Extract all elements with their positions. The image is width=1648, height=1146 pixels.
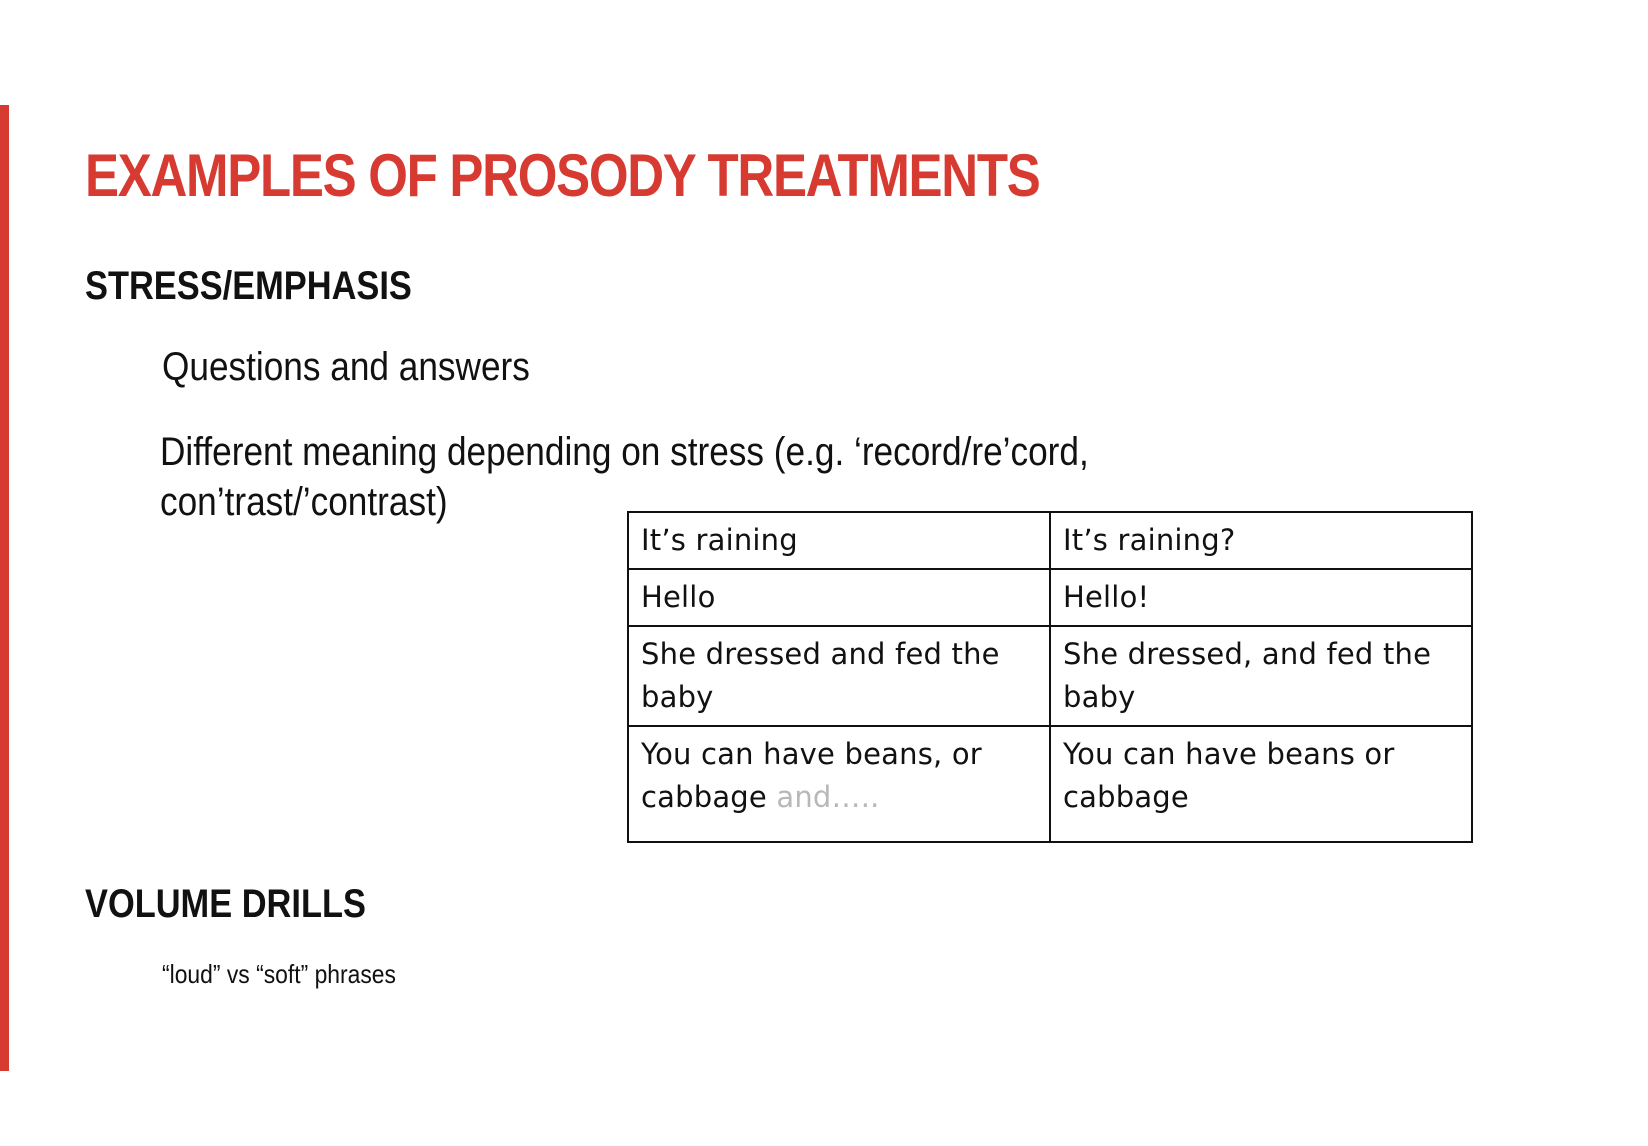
table-cell: She dressed, and fed the baby [1050, 626, 1472, 726]
table-cell: Hello! [1050, 569, 1472, 626]
table-cell: You can have beans or cabbage [1050, 726, 1472, 842]
table-cell [628, 726, 1050, 842]
bullet-loud-vs-soft: “loud” vs “soft” phrases [162, 959, 396, 989]
bullet-questions-and-answers: Questions and answers [162, 345, 530, 389]
table-cell: It’s raining [628, 512, 1050, 569]
table-row [628, 569, 1472, 626]
table-row [628, 512, 1472, 569]
table-cell: Hello [628, 569, 1050, 626]
table-cell: She dressed and fed the baby [628, 626, 1050, 726]
table-row [628, 726, 1472, 842]
examples-table [627, 511, 1473, 843]
section-heading-volume-drills: VOLUME DRILLS [85, 882, 366, 926]
bullet-different-meaning: Different meaning depending on stress (e.g. ‘record/re’cord, con’trast/’contrast) [160, 430, 1089, 524]
section-heading-stress-emphasis: STRESS/EMPHASIS [85, 264, 412, 308]
table-cell: It’s raining? [1050, 512, 1472, 569]
accent-bar [0, 105, 9, 1071]
table-row [628, 626, 1472, 726]
faded-continuation-text: and….. [766, 780, 880, 814]
table-cell-text: You can have beans, or cabbage [641, 737, 982, 814]
slide-title: EXAMPLES OF PROSODY TREATMENTS [85, 142, 1040, 209]
